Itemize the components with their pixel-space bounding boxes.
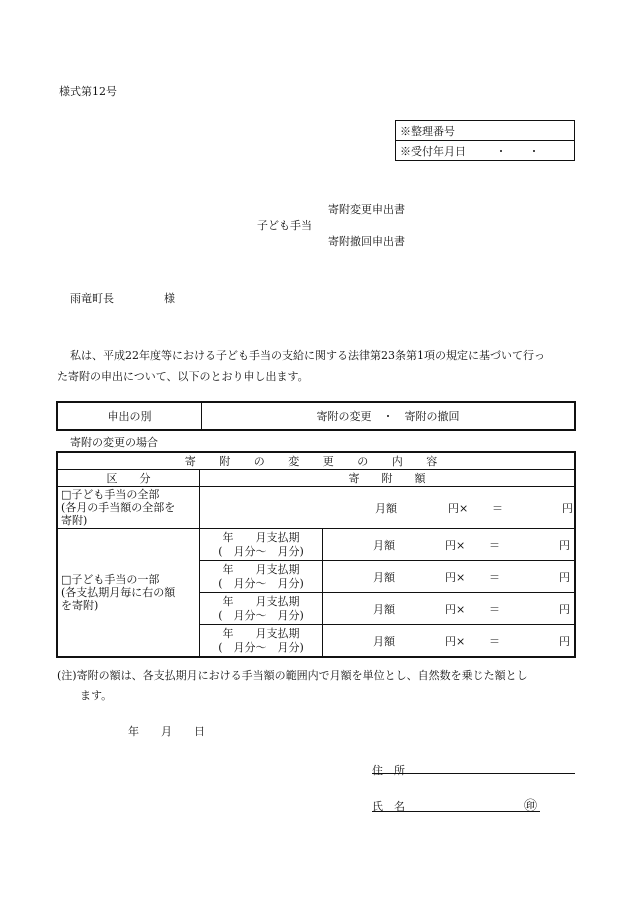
column-amount: 寄 附 額 — [200, 470, 576, 487]
title-prefix: 子ども手当 — [257, 219, 312, 232]
partial-option-line2: (各支払期月毎に右の額 — [61, 586, 176, 599]
body-text-line1: 私は、平成22年度等における子ども手当の支給に関する法律第23条第1項の規定に基づいて行っ — [70, 349, 545, 362]
yen-label: 円 — [562, 502, 573, 515]
registration-date-cell — [396, 141, 575, 161]
partial-option-line1: □子ども手当の一部 — [61, 573, 160, 586]
change-section-label: 寄附の変更の場合 — [70, 436, 158, 449]
partial-amount-cell — [323, 593, 576, 625]
form-number: 様式第12号 — [59, 85, 117, 98]
period-line2: ( 月分～ 月分) — [218, 576, 304, 590]
period-line2: ( 月分～ 月分) — [218, 640, 304, 654]
period-line1: 年 月支払期 — [222, 530, 300, 544]
partial-option-cell — [57, 529, 200, 658]
change-table — [56, 451, 576, 658]
equals-label: ＝ — [489, 603, 500, 616]
yen-times-label: 円× — [445, 539, 466, 552]
seal-mark: ㊞ — [524, 799, 538, 814]
registration-number-label: ※整理番号 — [396, 121, 575, 141]
monthly-label: 月額 — [373, 603, 395, 616]
monthly-label: 月額 — [375, 502, 397, 515]
column-category: 区 分 — [57, 470, 200, 487]
all-option-line1: □子ども手当の全部 — [61, 488, 160, 501]
equals-label: ＝ — [489, 539, 500, 552]
all-amount-cell — [200, 487, 576, 529]
yen-times-label: 円× — [445, 635, 466, 648]
name-label: 氏 名 — [372, 800, 405, 813]
yen-times-label: 円× — [448, 502, 469, 515]
yen-label: 円 — [559, 603, 570, 616]
change-table-header: 寄 附 の 変 更 の 内 容 — [57, 452, 575, 470]
monthly-label: 月額 — [373, 571, 395, 584]
all-option-line2: (各月の手当額の全部を — [61, 501, 176, 514]
partial-amount-cell — [323, 625, 576, 658]
yen-label: 円 — [559, 539, 570, 552]
yen-times-label: 円× — [445, 571, 466, 584]
note-line1: (注)寄附の額は、各支払期月における手当額の範囲内で月額を単位とし、自然数を乗じた額とし — [57, 669, 528, 682]
all-option-cell — [57, 487, 200, 529]
address-label: 住 所 — [372, 764, 405, 777]
period-line1: 年 月支払期 — [222, 562, 300, 576]
all-option-line3: 寄附) — [61, 514, 88, 527]
addressee-honorific: 様 — [164, 292, 175, 305]
period-line1: 年 月支払期 — [222, 626, 300, 640]
period-cell — [200, 529, 323, 561]
yen-label: 円 — [559, 571, 570, 584]
equals-label: ＝ — [492, 502, 503, 515]
title-change: 寄附変更申出書 — [328, 203, 405, 216]
period-cell — [200, 593, 323, 625]
note-line2: ます。 — [80, 689, 113, 702]
address-line — [372, 773, 575, 774]
equals-label: ＝ — [489, 635, 500, 648]
period-cell — [200, 625, 323, 658]
body-text-line2: た寄附の申出について、以下のとおり申し出ます。 — [57, 370, 309, 383]
period-line2: ( 月分～ 月分) — [218, 608, 304, 622]
equals-label: ＝ — [489, 571, 500, 584]
monthly-label: 月額 — [373, 635, 395, 648]
request-type-label: 申出の別 — [57, 402, 202, 430]
monthly-label: 月額 — [373, 539, 395, 552]
period-line1: 年 月支払期 — [222, 594, 300, 608]
yen-times-label: 円× — [445, 603, 466, 616]
partial-option-line3: を寄附) — [61, 599, 99, 612]
partial-amount-cell — [323, 561, 576, 593]
request-type-options: 寄附の変更 ・ 寄附の撤回 — [202, 402, 576, 430]
request-type-table — [56, 401, 576, 431]
yen-label: 円 — [559, 635, 570, 648]
period-cell — [200, 561, 323, 593]
name-line — [372, 811, 540, 812]
period-line2: ( 月分～ 月分) — [218, 544, 304, 558]
registration-date-label: ※受付年月日 — [400, 144, 466, 158]
partial-amount-cell — [323, 529, 576, 561]
addressee-name: 雨竜町長 — [70, 292, 114, 305]
registration-box — [395, 120, 575, 161]
date-line: 年 月 日 — [128, 725, 205, 738]
title-withdraw: 寄附撤回申出書 — [328, 235, 405, 248]
registration-date-dots: ・ ・ — [495, 144, 540, 158]
